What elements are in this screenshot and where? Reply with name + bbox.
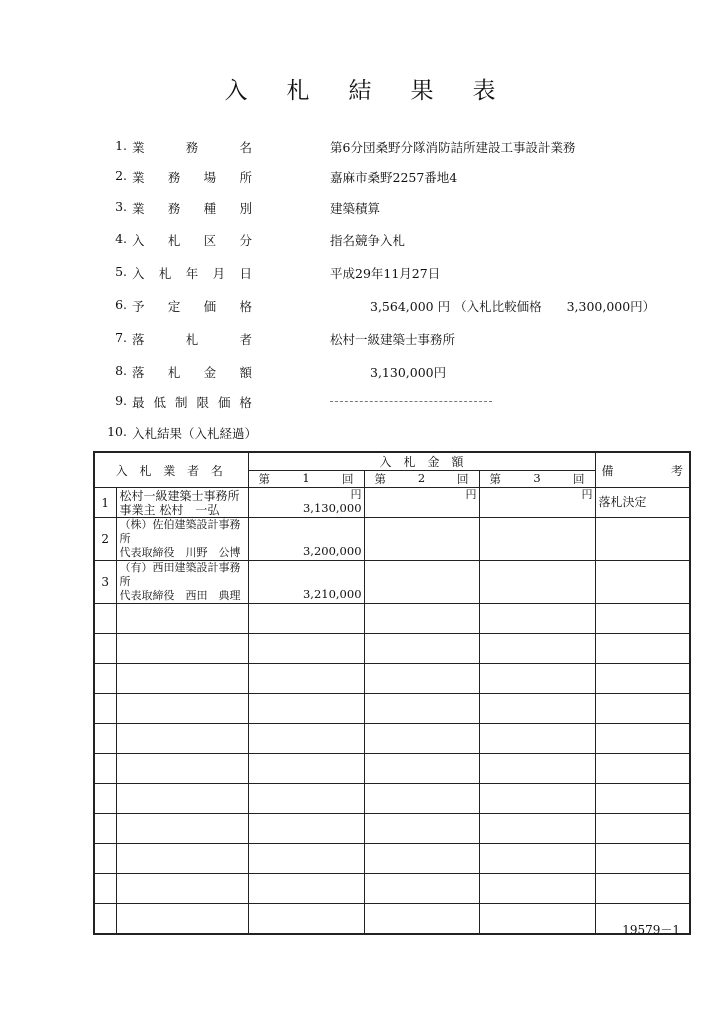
empty-cell [364,754,479,784]
empty-cell [94,694,116,724]
empty-cell [248,754,364,784]
empty-cell [595,634,690,664]
bid-amount-round-3 [479,518,595,561]
bid-amount-round-3 [479,561,595,604]
row-number: 3 [94,561,116,604]
info-label-part: 落 [132,332,145,347]
empty-cell [116,904,248,934]
info-number: 9. [115,393,127,408]
empty-cell [595,874,690,904]
empty-row [94,784,690,814]
bidder-company: （株）佐伯建築設計事務所 [119,518,241,545]
info-label [132,330,252,348]
empty-cell [364,694,479,724]
info-number: 2. [115,168,127,183]
empty-cell [116,814,248,844]
empty-cell [116,664,248,694]
info-label [132,297,252,315]
info-row [0,297,720,319]
info-label-part: 別 [239,201,252,216]
round-label: 回 [457,472,469,486]
header-round-1 [248,471,364,488]
info-value: 平成29年11月27日 [330,266,441,281]
info-label-part: 予 [132,299,145,314]
title-char: 札 [286,78,310,104]
info-row [0,330,720,352]
bidder-name [116,561,248,604]
round-label: 3 [533,471,541,485]
bidder-company: 松村一級建築士事務所 [119,488,240,503]
info-label [132,231,252,249]
empty-cell [595,604,690,634]
info-label-part: 格 [239,299,252,314]
info-label-part: 札 [185,332,199,347]
info-label-part: 名 [239,140,252,155]
table-row [94,561,690,604]
info-row [0,168,720,190]
empty-cell [479,784,595,814]
info-label-part: 定 [167,299,181,314]
empty-cell [94,604,116,634]
round-label: 第 [258,472,271,486]
remarks-label: 考 [671,463,684,478]
info-label-part: 札 [167,365,181,380]
info-label-part: 価 [203,299,217,314]
title-char: 結 [348,78,372,104]
title-char: 果 [410,78,434,104]
empty-cell [248,694,364,724]
info-value: 嘉麻市桑野2257番地4 [330,170,458,185]
empty-cell [116,874,248,904]
empty-cell [248,724,364,754]
info-number: 5. [115,264,127,279]
row-number: 1 [94,488,116,518]
info-row [0,264,720,286]
info-label-part: 日 [239,266,252,281]
empty-cell [479,844,595,874]
empty-row [94,754,690,784]
bidder-representative: 事業主 松村 一弘 [119,502,220,517]
remarks-label: 備 [601,463,614,478]
header-remarks [595,452,690,488]
bid-amount: 3,200,000 [302,544,362,558]
empty-cell [364,874,479,904]
empty-cell [479,694,595,724]
empty-cell [595,814,690,844]
empty-cell [248,634,364,664]
info-label-part: 業 [132,170,145,185]
empty-cell [364,664,479,694]
empty-row [94,814,690,844]
info-row [0,138,720,160]
round-label: 1 [302,471,310,485]
bid-amount-round-2 [364,488,479,518]
empty-row [94,844,690,874]
info-label-part: 務 [167,170,181,185]
info-label-part: 額 [239,365,252,380]
info-number: 10. [107,424,127,439]
info-label-part: 業 [132,201,145,216]
empty-row [94,904,690,934]
info-label-part: 落 [132,365,145,380]
info-label-part: 札 [158,266,172,281]
info-number: 6. [115,297,127,312]
empty-cell [595,784,690,814]
empty-row [94,634,690,664]
empty-cell [248,604,364,634]
empty-cell [479,604,595,634]
info-value: 指名競争入札 [330,233,406,248]
empty-cell [116,784,248,814]
info-label-part: 務 [167,201,181,216]
empty-cell [116,694,248,724]
empty-cell [595,664,690,694]
empty-cell [364,814,479,844]
yen-unit: 円 [350,488,362,501]
info-row [0,363,720,385]
empty-cell [248,904,364,934]
info-label-part: 場 [203,170,217,185]
info-label-part: 入 [132,266,145,281]
bidder-name [116,518,248,561]
document-number: 19579－1 [622,923,680,937]
info-value: 松村一級建築士事務所 [330,332,456,347]
info-label-part: 区 [203,233,217,248]
info-label-part: 低 [153,395,166,410]
info-row [0,199,720,221]
empty-cell [364,634,479,664]
empty-row [94,694,690,724]
info-label-part: 月 [212,266,226,281]
empty-cell [479,634,595,664]
empty-cell [595,844,690,874]
info-value: 建築積算 [330,201,381,216]
info-section [0,0,720,440]
info-label-part: 者 [239,332,252,347]
info-label [132,424,332,442]
info-value: 第6分団桑野分隊消防詰所建設工事設計業務 [330,140,576,155]
info-label-part: 限 [196,395,209,410]
info-label-part: 種 [203,201,217,216]
empty-cell [248,844,364,874]
empty-cell [364,724,479,754]
info-number: 8. [115,363,127,378]
bid-amount: 3,210,000 [302,587,362,601]
bid-amount-round-2 [364,561,479,604]
table-row [94,488,690,518]
title-char: 入 [224,78,248,104]
info-label-part: 入 [132,233,145,248]
table-row [94,518,690,561]
empty-cell [248,664,364,694]
header-round-2 [364,471,479,488]
empty-cell [479,724,595,754]
info-label-part: 格 [239,395,252,410]
empty-cell [116,604,248,634]
info-number: 1. [115,138,127,153]
bid-amount-round-3 [479,488,595,518]
info-label [132,393,252,411]
round-label: 第 [374,472,387,486]
round-label: 回 [342,472,354,486]
empty-cell [94,724,116,754]
header-bid-amount: 入 札 金 額 [248,452,595,471]
title-char: 表 [472,78,496,104]
bidder-representative: 代表取締役 西田 典理 [119,589,241,602]
remarks-cell: 落札決定 [595,488,690,518]
info-value: 3,564,000 円 （入札比較価格 3,300,000円） [370,299,656,314]
header-round-3 [479,471,595,488]
empty-cell [595,694,690,724]
remarks-cell [595,518,690,561]
remarks-cell [595,561,690,604]
empty-cell [94,904,116,934]
bid-amount-round-2 [364,518,479,561]
empty-cell [479,754,595,784]
bidder-name [116,488,248,518]
empty-cell [94,874,116,904]
info-label-part: 価 [217,395,231,410]
info-label-part: 金 [203,365,217,380]
blank-line [330,401,492,402]
header-bidder-name: 入 札 業 者 名 [94,452,248,488]
empty-row [94,604,690,634]
bid-amount-round-1 [248,488,364,518]
empty-row [94,664,690,694]
empty-cell [116,634,248,664]
info-label [132,264,252,282]
info-number: 4. [115,231,127,246]
info-label-part: 年 [185,266,199,281]
info-label-part: 制 [174,395,188,410]
info-label [132,168,252,186]
empty-cell [116,724,248,754]
info-label [132,199,252,217]
empty-cell [94,754,116,784]
info-label-part: 分 [239,233,252,248]
empty-cell [595,724,690,754]
bid-results-table [93,451,691,935]
info-label-part: 札 [167,233,181,248]
empty-cell [116,754,248,784]
info-row [0,424,720,446]
info-row [0,231,720,253]
info-number: 7. [115,330,127,345]
bid-amount: 3,130,000 [302,501,362,515]
info-label [132,363,252,381]
empty-cell [364,784,479,814]
yen-unit: 円 [581,488,593,501]
bid-amount-round-1 [248,518,364,561]
info-number: 3. [115,199,127,214]
empty-cell [94,664,116,694]
round-label: 第 [489,472,502,486]
info-label [132,138,252,156]
empty-cell [479,664,595,694]
yen-unit: 円 [465,488,477,501]
empty-cell [479,874,595,904]
info-row [0,393,720,415]
empty-cell [364,604,479,634]
bidder-representative: 代表取締役 川野 公博 [119,546,241,559]
info-label-part: 入札結果（入札経過） [132,426,258,441]
empty-cell [94,844,116,874]
info-label-part: 業 [132,140,145,155]
empty-cell [479,814,595,844]
empty-cell [595,754,690,784]
empty-row [94,874,690,904]
round-label: 2 [417,471,426,485]
bidder-company: （有）西田建築設計事務所 [119,561,241,588]
empty-cell [94,634,116,664]
info-label-part: 所 [239,170,252,185]
empty-cell [248,814,364,844]
round-label: 回 [573,472,585,486]
empty-cell [364,844,479,874]
empty-cell [479,904,595,934]
empty-cell [94,814,116,844]
info-label-part: 務 [185,140,199,155]
empty-cell [116,844,248,874]
empty-cell [248,874,364,904]
info-value: 3,130,000円 [370,365,447,380]
row-number: 2 [94,518,116,561]
empty-row [94,724,690,754]
empty-cell [94,784,116,814]
info-label-part: 最 [132,395,145,410]
empty-cell [364,904,479,934]
bid-amount-round-1 [248,561,364,604]
empty-cell [248,784,364,814]
